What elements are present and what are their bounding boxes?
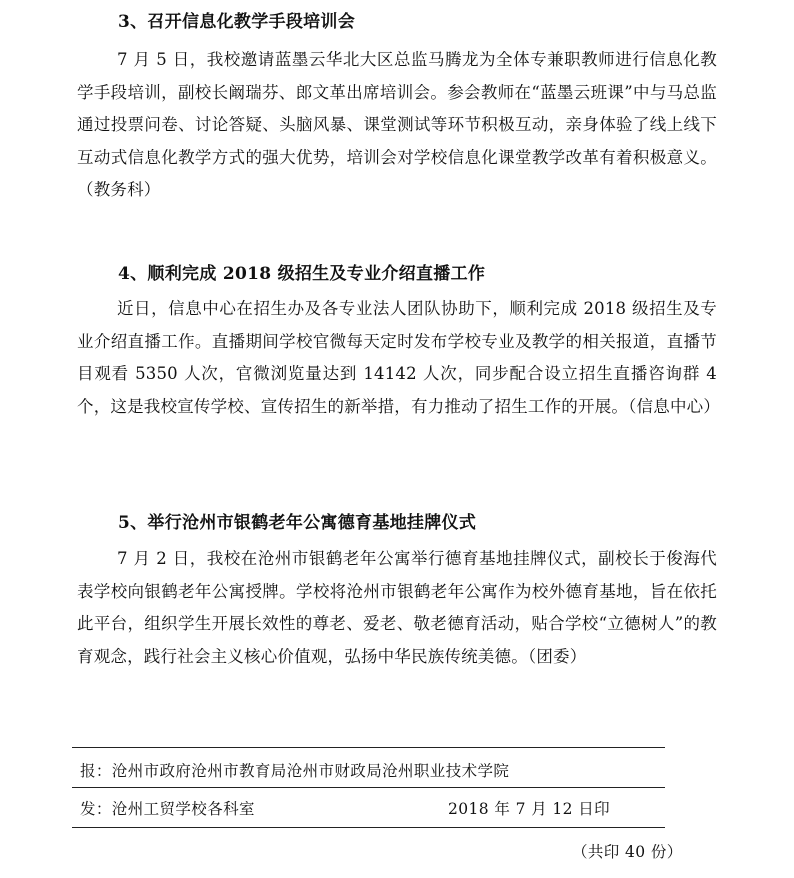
footer-print-date: 2018 年 7 月 12 日印	[448, 800, 611, 818]
section-body-livestream: 近日，信息中心在招生办及各专业法人团队协助下，顺利完成 2018 级招生及专业介绍直播工作。直播期间学校官微每天定时发布学校专业及教学的相关报道，直播节目观看 5350 人次，官微浏览量达到 14142 人次，同步配合设立招生直播咨询群 4 个，这是我校宣传学校、宣传招生的新举措，有力推动了招生工作的开展。（信息中心）	[77, 299, 721, 416]
footer-bottom-rule	[72, 827, 665, 828]
section-body-training: 7 月 5 日，我校邀请蓝墨云华北大区总监马腾龙为全体专兼职教师进行信息化教学手段培训，副校长阚瑞芬、郎文革出席培训会。参会教师在“蓝墨云班课”中与马总监通过投票问卷、讨论答疑、头脑风暴、课堂测试等环节积极互动，亲身体验了线上线下互动式信息化教学方式的强大优势，培训会对学校信息化课堂教学改革有着积极意义。（教务科）	[77, 50, 717, 200]
section-heading-training: 3、召开信息化教学手段培训会	[118, 12, 356, 32]
footer-report-to: 报：沧州市政府沧州市教育局沧州市财政局沧州职业技术学院	[80, 762, 510, 780]
footer-middle-rule	[72, 787, 665, 788]
footer-copies: （共印 40 份）	[572, 843, 683, 861]
section-body-moral-base: 7 月 2 日，我校在沧州市银鹤老年公寓举行德育基地挂牌仪式，副校长于俊海代表学校向银鹤老年公寓授牌。学校将沧州市银鹤老年公寓作为校外德育基地，旨在依托此平台，组织学生开展长效性的尊老、爱老、敬老德育活动，贴合学校“立德树人”的教育观念，践行社会主义核心价值观，弘扬中华民族传统美德。（团委）	[77, 549, 717, 666]
section-heading-livestream: 4、顺利完成 2018 级招生及专业介绍直播工作	[118, 264, 486, 284]
section-heading-moral-base: 5、举行沧州市银鹤老年公寓德育基地挂牌仪式	[118, 513, 477, 533]
footer-top-rule	[72, 747, 665, 748]
footer-send-to: 发：沧州工贸学校各科室	[80, 800, 255, 818]
